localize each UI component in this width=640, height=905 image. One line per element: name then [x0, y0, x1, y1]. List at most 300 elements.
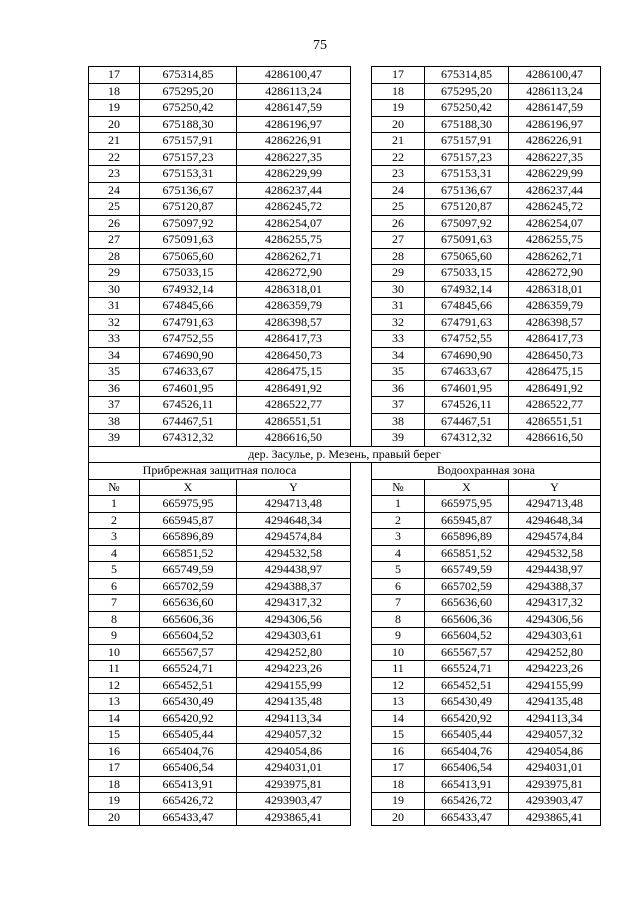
cell-y-left: 4294113,34 [237, 710, 351, 727]
cell-num-right: 6 [372, 578, 425, 595]
cell-y-right: 4286359,79 [509, 298, 601, 315]
coordinates-table [88, 66, 601, 826]
column-gap [351, 628, 372, 645]
cell-num-left: 27 [89, 232, 140, 249]
cell-y-right: 4294223,26 [509, 661, 601, 678]
table-row [89, 248, 601, 265]
table-row [89, 413, 601, 430]
cell-num-left: 26 [89, 215, 140, 232]
cell-y-right: 4294031,01 [509, 760, 601, 777]
column-gap [351, 314, 372, 331]
cell-x-left: 665426,72 [140, 793, 237, 810]
table-row [89, 809, 601, 826]
table-row [89, 166, 601, 183]
cell-y-right: 4286254,07 [509, 215, 601, 232]
column-gap [351, 413, 372, 430]
cell-x-right: 675120,87 [425, 199, 509, 216]
cell-y-left: 4294031,01 [237, 760, 351, 777]
cell-x-left: 675250,42 [140, 100, 237, 117]
column-gap [351, 298, 372, 315]
cell-num-right: 10 [372, 644, 425, 661]
cell-y-right: 4286398,57 [509, 314, 601, 331]
cell-y-right: 4293865,41 [509, 809, 601, 826]
cell-num-right: 34 [372, 347, 425, 364]
column-gap [351, 562, 372, 579]
cell-y-right: 4294303,61 [509, 628, 601, 645]
column-gap [351, 380, 372, 397]
cell-y-left: 4294135,48 [237, 694, 351, 711]
table-row [89, 661, 601, 678]
cell-y-left: 4293975,81 [237, 776, 351, 793]
cell-x-left: 675065,60 [140, 248, 237, 265]
cell-y-left: 4294532,58 [237, 545, 351, 562]
cell-y-left: 4294223,26 [237, 661, 351, 678]
cell-x-right: 665702,59 [425, 578, 509, 595]
cell-x-right: 675314,85 [425, 67, 509, 84]
cell-x-left: 674932,14 [140, 281, 237, 298]
table-row [89, 545, 601, 562]
cell-num-left: 32 [89, 314, 140, 331]
cell-y-left: 4286227,35 [237, 149, 351, 166]
table-row [89, 595, 601, 612]
column-gap [351, 397, 372, 414]
cell-num-left: 9 [89, 628, 140, 645]
cell-y-left: 4294054,86 [237, 743, 351, 760]
cell-y-left: 4294438,97 [237, 562, 351, 579]
cell-num-right: 13 [372, 694, 425, 711]
column-gap [351, 215, 372, 232]
cell-x-right: 675250,42 [425, 100, 509, 117]
column-gap [351, 248, 372, 265]
cell-y-right: 4294054,86 [509, 743, 601, 760]
cell-y-right: 4294713,48 [509, 496, 601, 513]
cell-num-right: 19 [372, 100, 425, 117]
cell-y-left: 4294057,32 [237, 727, 351, 744]
cell-y-right: 4286226,91 [509, 133, 601, 150]
column-gap [351, 281, 372, 298]
cell-x-right: 665433,47 [425, 809, 509, 826]
cell-y-right: 4286255,75 [509, 232, 601, 249]
column-gap [351, 149, 372, 166]
cell-x-right: 665420,92 [425, 710, 509, 727]
column-gap [351, 694, 372, 711]
cell-x-right: 665567,57 [425, 644, 509, 661]
cell-num-left: 7 [89, 595, 140, 612]
cell-x-right: 665636,60 [425, 595, 509, 612]
cell-num-left: 3 [89, 529, 140, 546]
table-row [89, 529, 601, 546]
cell-y-left: 4286417,73 [237, 331, 351, 348]
column-gap [351, 710, 372, 727]
cell-y-left: 4286262,71 [237, 248, 351, 265]
cell-x-right: 675136,67 [425, 182, 509, 199]
table-row [89, 430, 601, 447]
column-gap [351, 116, 372, 133]
cell-y-left: 4286226,91 [237, 133, 351, 150]
right-zone-title: Водоохранная зона [372, 463, 601, 480]
cell-num-right: 24 [372, 182, 425, 199]
cell-num-left: 8 [89, 611, 140, 628]
left-zone-title: Прибрежная защитная полоса [89, 463, 351, 480]
cell-x-left: 665749,59 [140, 562, 237, 579]
cell-num-right: 12 [372, 677, 425, 694]
cell-x-right: 674312,32 [425, 430, 509, 447]
cell-y-left: 4286616,50 [237, 430, 351, 447]
column-gap [351, 743, 372, 760]
column-gap [351, 727, 372, 744]
table-row [89, 331, 601, 348]
cell-x-right: 665430,49 [425, 694, 509, 711]
cell-x-right: 665851,52 [425, 545, 509, 562]
table-row [89, 133, 601, 150]
cell-num-left: 34 [89, 347, 140, 364]
cell-x-left: 675188,30 [140, 116, 237, 133]
cell-num-right: 31 [372, 298, 425, 315]
cell-num-right: 16 [372, 743, 425, 760]
cell-y-left: 4294713,48 [237, 496, 351, 513]
column-gap [351, 232, 372, 249]
column-gap [351, 67, 372, 84]
column-gap [351, 644, 372, 661]
cell-y-left: 4286551,51 [237, 413, 351, 430]
cell-num-right: 8 [372, 611, 425, 628]
cell-num-left: 36 [89, 380, 140, 397]
column-gap [351, 661, 372, 678]
cell-num-left: 25 [89, 199, 140, 216]
cell-y-right: 4286475,15 [509, 364, 601, 381]
cell-y-right: 4294135,48 [509, 694, 601, 711]
cell-num-right: 22 [372, 149, 425, 166]
table-row [89, 265, 601, 282]
table-row [89, 67, 601, 84]
cell-y-left: 4293903,47 [237, 793, 351, 810]
cell-y-right: 4286113,24 [509, 83, 601, 100]
cell-x-left: 665404,76 [140, 743, 237, 760]
cell-x-right: 665524,71 [425, 661, 509, 678]
column-gap [351, 265, 372, 282]
cell-x-left: 675153,31 [140, 166, 237, 183]
column-gap [351, 347, 372, 364]
cell-y-right: 4294574,84 [509, 529, 601, 546]
cell-x-left: 675157,23 [140, 149, 237, 166]
cell-x-right: 665604,52 [425, 628, 509, 645]
cell-y-left: 4286147,59 [237, 100, 351, 117]
cell-num-left: 19 [89, 793, 140, 810]
cell-y-right: 4286522,77 [509, 397, 601, 414]
column-gap [351, 529, 372, 546]
section-header [89, 446, 601, 496]
cell-num-right: 4 [372, 545, 425, 562]
cell-x-left: 665452,51 [140, 677, 237, 694]
cell-num-right: 1 [372, 496, 425, 513]
cell-x-left: 674690,90 [140, 347, 237, 364]
cell-y-right: 4286491,92 [509, 380, 601, 397]
cell-y-left: 4286196,97 [237, 116, 351, 133]
cell-x-left: 665430,49 [140, 694, 237, 711]
cell-x-left: 675120,87 [140, 199, 237, 216]
page-number: 75 [313, 38, 327, 53]
cell-x-right: 665404,76 [425, 743, 509, 760]
cell-x-right: 675065,60 [425, 248, 509, 265]
cell-num-left: 4 [89, 545, 140, 562]
cell-num-left: 19 [89, 100, 140, 117]
cell-x-left: 665433,47 [140, 809, 237, 826]
cell-y-right: 4286237,44 [509, 182, 601, 199]
cell-num-left: 12 [89, 677, 140, 694]
table-row [89, 199, 601, 216]
column-gap [351, 463, 372, 480]
cell-num-right: 32 [372, 314, 425, 331]
cell-x-right: 665945,87 [425, 512, 509, 529]
cell-x-right: 665406,54 [425, 760, 509, 777]
column-gap [351, 595, 372, 612]
cell-x-right: 665413,91 [425, 776, 509, 793]
cell-num-left: 15 [89, 727, 140, 744]
cell-x-left: 674526,11 [140, 397, 237, 414]
cell-x-left: 674633,67 [140, 364, 237, 381]
cell-num-right: 19 [372, 793, 425, 810]
table-row [89, 611, 601, 628]
table-row [89, 232, 601, 249]
cell-x-right: 665606,36 [425, 611, 509, 628]
cell-num-left: 11 [89, 661, 140, 678]
cell-num-left: 33 [89, 331, 140, 348]
cell-x-left: 674752,55 [140, 331, 237, 348]
table-row [89, 496, 601, 513]
cell-num-left: 29 [89, 265, 140, 282]
cell-x-left: 675033,15 [140, 265, 237, 282]
table-row [89, 727, 601, 744]
cell-x-right: 674526,11 [425, 397, 509, 414]
cell-x-right: 674845,66 [425, 298, 509, 315]
cell-y-left: 4294303,61 [237, 628, 351, 645]
cell-num-right: 20 [372, 116, 425, 133]
cell-x-right: 674467,51 [425, 413, 509, 430]
cell-num-right: 28 [372, 248, 425, 265]
cell-x-left: 665413,91 [140, 776, 237, 793]
cell-x-left: 674845,66 [140, 298, 237, 315]
lower-section [89, 496, 601, 826]
cell-x-left: 675136,67 [140, 182, 237, 199]
column-gap [351, 611, 372, 628]
cell-num-right: 18 [372, 776, 425, 793]
cell-x-right: 665975,95 [425, 496, 509, 513]
cell-x-left: 675097,92 [140, 215, 237, 232]
column-gap [351, 496, 372, 513]
cell-num-left: 17 [89, 67, 140, 84]
cell-y-left: 4286254,07 [237, 215, 351, 232]
cell-num-left: 6 [89, 578, 140, 595]
cell-y-left: 4286318,01 [237, 281, 351, 298]
cell-y-right: 4294388,37 [509, 578, 601, 595]
cell-x-left: 665851,52 [140, 545, 237, 562]
cell-num-right: 18 [372, 83, 425, 100]
column-gap [351, 182, 372, 199]
cell-num-right: 38 [372, 413, 425, 430]
cell-num-left: 2 [89, 512, 140, 529]
cell-x-left: 674312,32 [140, 430, 237, 447]
cell-y-left: 4286113,24 [237, 83, 351, 100]
cell-num-right: 21 [372, 133, 425, 150]
table-row [89, 776, 601, 793]
cell-x-left: 665604,52 [140, 628, 237, 645]
cell-num-left: 30 [89, 281, 140, 298]
column-gap [351, 677, 372, 694]
cell-num-right: 25 [372, 199, 425, 216]
cell-num-left: 10 [89, 644, 140, 661]
cell-y-right: 4286616,50 [509, 430, 601, 447]
column-gap [351, 331, 372, 348]
cell-y-right: 4286272,90 [509, 265, 601, 282]
column-gap [351, 793, 372, 810]
cell-num-right: 3 [372, 529, 425, 546]
cell-y-left: 4286398,57 [237, 314, 351, 331]
cell-y-right: 4286147,59 [509, 100, 601, 117]
column-gap [351, 512, 372, 529]
cell-x-right: 675091,63 [425, 232, 509, 249]
cell-num-left: 39 [89, 430, 140, 447]
column-gap [351, 760, 372, 777]
cell-num-right: 39 [372, 430, 425, 447]
cell-num-right: 23 [372, 166, 425, 183]
cell-num-left: 31 [89, 298, 140, 315]
upper-section [89, 67, 601, 447]
column-gap [351, 83, 372, 100]
cell-num-left: 16 [89, 743, 140, 760]
cell-num-left: 20 [89, 809, 140, 826]
table-row [89, 793, 601, 810]
cell-y-left: 4294317,32 [237, 595, 351, 612]
cell-num-left: 28 [89, 248, 140, 265]
table-row [89, 281, 601, 298]
cell-num-left: 17 [89, 760, 140, 777]
cell-y-left: 4286229,99 [237, 166, 351, 183]
cell-num-left: 22 [89, 149, 140, 166]
table-row [89, 149, 601, 166]
cell-y-left: 4286491,92 [237, 380, 351, 397]
cell-x-right: 674932,14 [425, 281, 509, 298]
cell-y-right: 4286245,72 [509, 199, 601, 216]
cell-x-right: 675033,15 [425, 265, 509, 282]
cell-y-left: 4286450,73 [237, 347, 351, 364]
column-gap [351, 578, 372, 595]
cell-y-right: 4294113,34 [509, 710, 601, 727]
cell-y-left: 4286522,77 [237, 397, 351, 414]
cell-num-left: 1 [89, 496, 140, 513]
section-title: дер. Засулье, р. Мезень, правый берег [89, 446, 601, 463]
cell-x-left: 665702,59 [140, 578, 237, 595]
cell-num-right: 36 [372, 380, 425, 397]
column-gap [351, 809, 372, 826]
cell-y-left: 4286255,75 [237, 232, 351, 249]
cell-y-right: 4286262,71 [509, 248, 601, 265]
cell-num-right: 29 [372, 265, 425, 282]
cell-x-left: 665606,36 [140, 611, 237, 628]
cell-num-right: 2 [372, 512, 425, 529]
header-num-left: № [89, 479, 140, 496]
cell-x-right: 674752,55 [425, 331, 509, 348]
cell-y-left: 4293865,41 [237, 809, 351, 826]
table-row [89, 743, 601, 760]
cell-y-right: 4294648,34 [509, 512, 601, 529]
cell-x-right: 675097,92 [425, 215, 509, 232]
table-row [89, 83, 601, 100]
cell-num-right: 30 [372, 281, 425, 298]
cell-y-right: 4286318,01 [509, 281, 601, 298]
cell-x-right: 665405,44 [425, 727, 509, 744]
cell-x-left: 665975,95 [140, 496, 237, 513]
table-row [89, 644, 601, 661]
cell-y-right: 4293903,47 [509, 793, 601, 810]
cell-x-right: 674633,67 [425, 364, 509, 381]
cell-y-left: 4286100,47 [237, 67, 351, 84]
cell-y-right: 4286450,73 [509, 347, 601, 364]
cell-x-left: 675091,63 [140, 232, 237, 249]
cell-num-left: 14 [89, 710, 140, 727]
table-row [89, 578, 601, 595]
cell-y-right: 4294306,56 [509, 611, 601, 628]
cell-x-left: 674467,51 [140, 413, 237, 430]
cell-num-left: 35 [89, 364, 140, 381]
table-row [89, 628, 601, 645]
table-row [89, 347, 601, 364]
cell-y-right: 4286227,35 [509, 149, 601, 166]
cell-num-left: 13 [89, 694, 140, 711]
cell-num-right: 11 [372, 661, 425, 678]
column-gap [351, 479, 372, 496]
cell-x-left: 665406,54 [140, 760, 237, 777]
column-gap [351, 776, 372, 793]
table-row [89, 116, 601, 133]
cell-x-left: 665567,57 [140, 644, 237, 661]
cell-num-right: 5 [372, 562, 425, 579]
cell-x-right: 674601,95 [425, 380, 509, 397]
cell-x-left: 675314,85 [140, 67, 237, 84]
cell-y-left: 4286272,90 [237, 265, 351, 282]
cell-num-left: 20 [89, 116, 140, 133]
cell-num-left: 18 [89, 83, 140, 100]
cell-num-right: 17 [372, 67, 425, 84]
cell-x-right: 665896,89 [425, 529, 509, 546]
cell-y-left: 4294574,84 [237, 529, 351, 546]
cell-num-left: 21 [89, 133, 140, 150]
cell-num-right: 14 [372, 710, 425, 727]
table-row [89, 298, 601, 315]
cell-x-left: 665636,60 [140, 595, 237, 612]
column-gap [351, 430, 372, 447]
cell-y-right: 4294532,58 [509, 545, 601, 562]
cell-y-right: 4286196,97 [509, 116, 601, 133]
cell-y-right: 4293975,81 [509, 776, 601, 793]
cell-num-right: 26 [372, 215, 425, 232]
cell-num-right: 37 [372, 397, 425, 414]
cell-y-left: 4294155,99 [237, 677, 351, 694]
cell-num-right: 7 [372, 595, 425, 612]
column-gap [351, 166, 372, 183]
cell-num-right: 35 [372, 364, 425, 381]
cell-num-right: 20 [372, 809, 425, 826]
cell-x-right: 674791,63 [425, 314, 509, 331]
table-row [89, 562, 601, 579]
cell-num-right: 17 [372, 760, 425, 777]
cell-x-right: 665452,51 [425, 677, 509, 694]
table-row [89, 364, 601, 381]
cell-x-left: 665945,87 [140, 512, 237, 529]
cell-x-left: 675295,20 [140, 83, 237, 100]
cell-y-left: 4294388,37 [237, 578, 351, 595]
table-row [89, 100, 601, 117]
cell-y-left: 4294648,34 [237, 512, 351, 529]
